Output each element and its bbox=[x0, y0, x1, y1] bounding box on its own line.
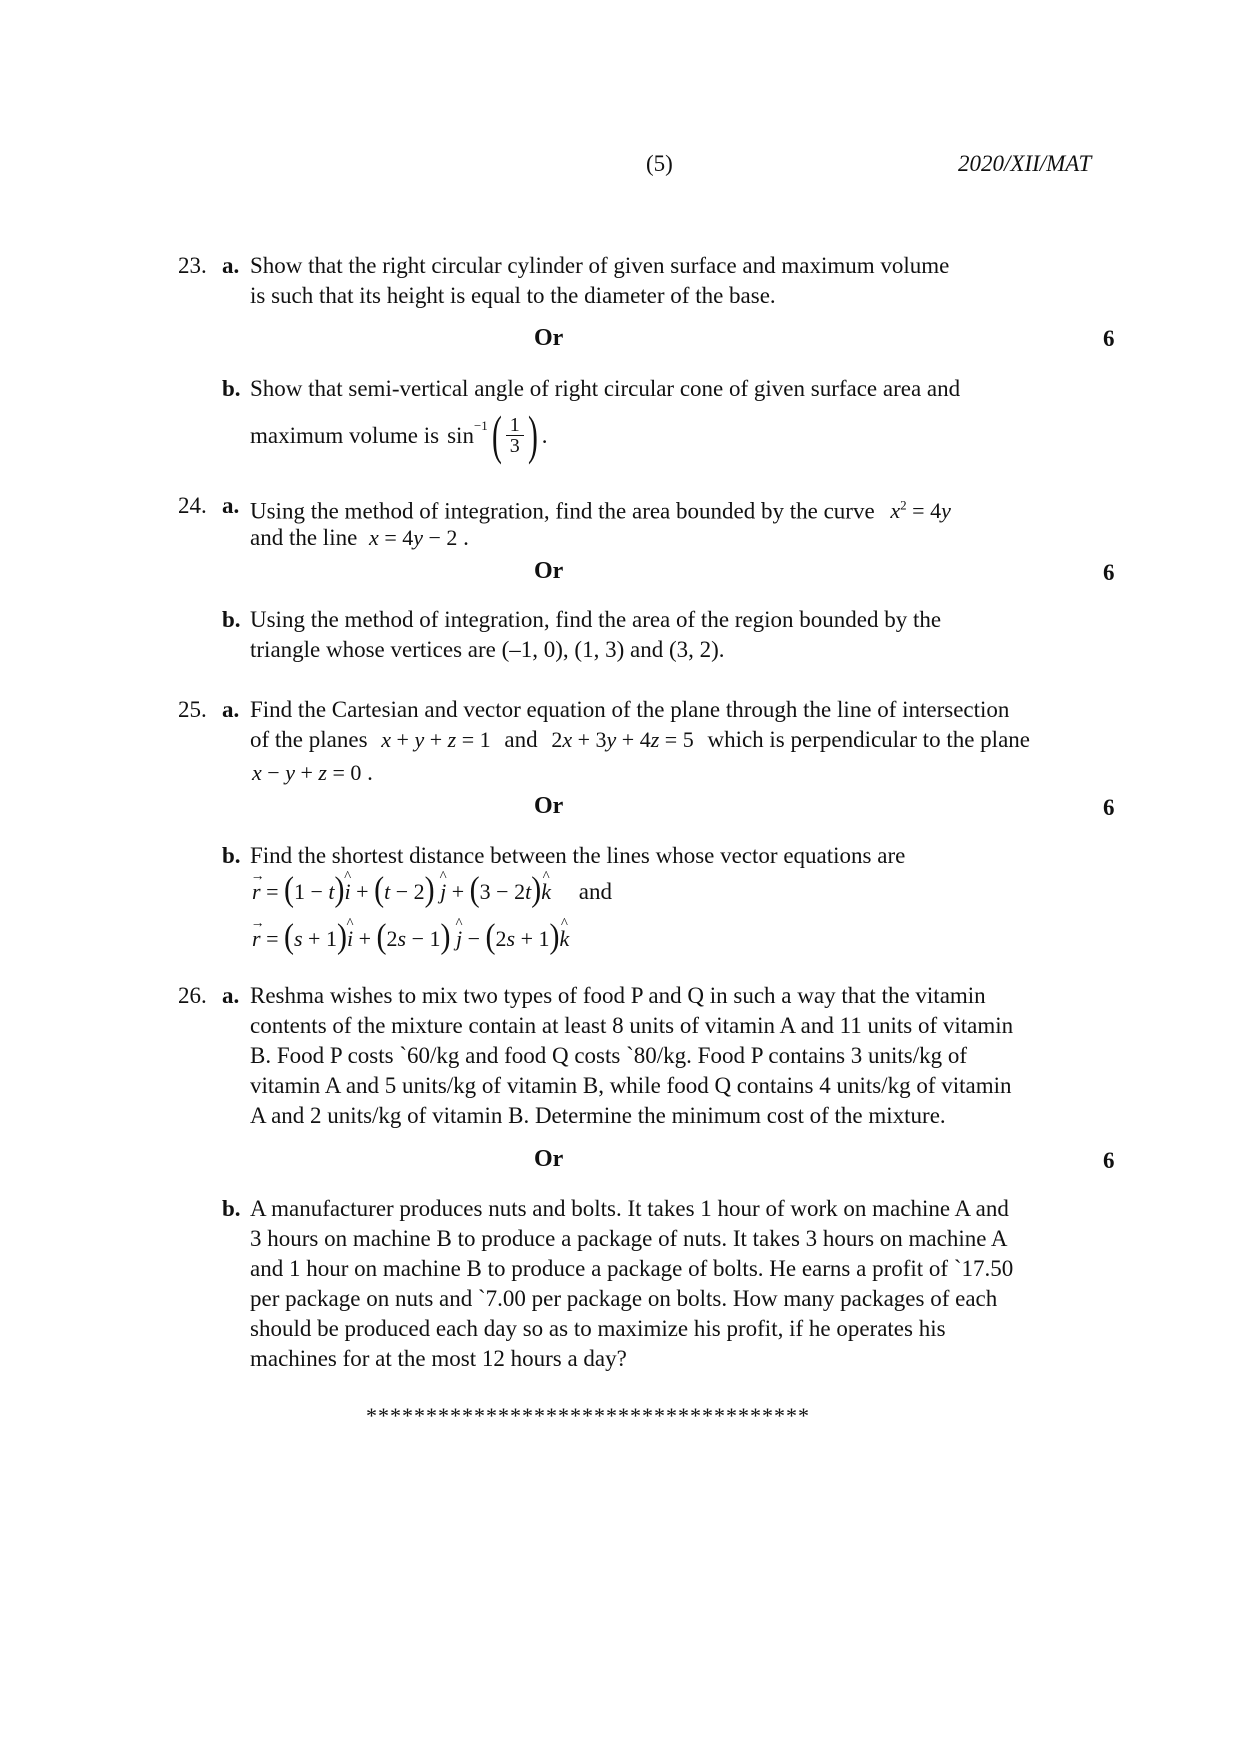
q26-a-line: contents of the mixture contain at least 8 units of vitamin A and 11 units of vitamin bbox=[250, 1013, 1014, 1038]
q25-b-and: and bbox=[578, 879, 612, 904]
q26-b-line: A manufacturer produces nuts and bolts. It takes 1 hour of work on machine A and bbox=[250, 1196, 1009, 1221]
q24-b-line2: triangle whose vertices are (–1, 0), (1, 3) and (3, 2). bbox=[250, 637, 725, 662]
vector-equation-2: r → = (s + 1)i ^ + (2s − 1) j ^ − (2s + 1)k ^ bbox=[252, 926, 569, 951]
q26-a-line: B. Food P costs `60/kg and food Q costs `80/kg. Food P contains 3 units/kg of bbox=[250, 1043, 968, 1068]
q24-a-line1 bbox=[250, 490, 951, 526]
q26-b-line: should be produced each day so as to maximize his profit, if he operates his bbox=[250, 1316, 946, 1341]
q23-b-label: b. bbox=[222, 376, 241, 401]
vector-equation-1: r → = (1 − t)i ^ + (t − 2) j ^ + (3 − 2t)k ^ bbox=[252, 879, 551, 904]
end-of-paper-stars: ************************************* bbox=[366, 1403, 810, 1428]
q25-b-label: b. bbox=[222, 843, 241, 868]
or-separator: Or bbox=[534, 558, 564, 584]
paper-code: 2020/XII/MAT bbox=[958, 151, 1092, 176]
q24-a-label: a. bbox=[222, 493, 240, 518]
equation-plane-3: x − y + z = 0 bbox=[252, 760, 362, 785]
q23-b-sin: sin bbox=[447, 422, 474, 448]
q25-a-line1: Find the Cartesian and vector equation of the plane through the line of intersection bbox=[250, 697, 1010, 722]
fraction-one-third: $\frac{1}{3}$ bbox=[506, 415, 524, 456]
q24-b-label: b. bbox=[222, 607, 241, 632]
question-number-23: 23. bbox=[178, 253, 207, 278]
q24-a-line1-text: Using the method of integration, find the area bounded by the curve bbox=[250, 498, 875, 524]
q25-b-line1: Find the shortest distance between the lines whose vector equations are bbox=[250, 843, 906, 868]
q23-marks: 6 bbox=[1103, 326, 1115, 351]
q26-b-line: 3 hours on machine B to produce a package of nuts. It takes 3 hours on machine A bbox=[250, 1226, 1008, 1251]
equation-line: x = 4y − 2 bbox=[369, 525, 458, 550]
q25-a-line2-pre: of the planes bbox=[250, 727, 368, 752]
or-separator: Or bbox=[534, 325, 564, 351]
q26-a-line: A and 2 units/kg of vitamin B. Determine the minimum cost of the mixture. bbox=[250, 1103, 946, 1128]
q26-b-line: per package on nuts and `7.00 per package on bolts. How many packages of each bbox=[250, 1286, 998, 1311]
period: . bbox=[541, 422, 548, 448]
q25-a-line3 bbox=[252, 757, 373, 788]
page-number: (5) bbox=[646, 151, 673, 176]
q24-b-line1: Using the method of integration, find the area of the region bounded by the bbox=[250, 607, 942, 632]
q25-a-label: a. bbox=[222, 697, 240, 722]
equation-curve: $x^2 = 4y$ bbox=[890, 498, 951, 524]
q25-a-line2-and: and bbox=[504, 727, 538, 752]
q26-b-line: machines for at the most 12 hours a day? bbox=[250, 1346, 627, 1371]
q25-b-equation-2 bbox=[252, 917, 570, 956]
q23-a-line1: Show that the right circular cylinder of given surface and maximum volume bbox=[250, 253, 950, 278]
period: . bbox=[457, 525, 469, 550]
left-paren: ( bbox=[491, 405, 502, 465]
q26-b-line: and 1 hour on machine B to produce a package of bolts. He earns a profit of `17.50 bbox=[250, 1256, 1014, 1281]
question-number-26: 26. bbox=[178, 983, 207, 1008]
q23-b-line2-text: maximum volume is bbox=[250, 422, 440, 448]
or-separator: Or bbox=[534, 793, 564, 819]
or-separator: Or bbox=[534, 1146, 564, 1172]
q24-a-line2-text: and the line bbox=[250, 525, 358, 550]
right-paren: ) bbox=[527, 405, 538, 465]
equation-plane-2: 2x + 3y + 4z = 5 bbox=[551, 727, 694, 752]
q25-a-line2 bbox=[250, 724, 1030, 755]
q23-b-exp: −1 bbox=[473, 417, 488, 433]
q23-b-line1: Show that semi-vertical angle of right circular cone of given surface area and bbox=[250, 376, 961, 401]
q25-b-equation-1 bbox=[252, 870, 612, 909]
q26-marks: 6 bbox=[1103, 1148, 1115, 1173]
q26-a-label: a. bbox=[222, 983, 240, 1008]
q26-b-label: b. bbox=[222, 1196, 241, 1221]
q23-a-line2: is such that its height is equal to the diameter of the base. bbox=[250, 283, 776, 308]
question-number-25: 25. bbox=[178, 697, 207, 722]
q23-b-line2 bbox=[250, 405, 548, 465]
q26-a-line: vitamin A and 5 units/kg of vitamin B, while food Q contains 4 units/kg of vitamin bbox=[250, 1073, 1012, 1098]
question-number-24: 24. bbox=[178, 493, 207, 518]
q25-marks: 6 bbox=[1103, 795, 1115, 820]
q25-a-line2-post: which is perpendicular to the plane bbox=[707, 727, 1030, 752]
equation-plane-1: x + y + z = 1 bbox=[381, 727, 491, 752]
period: . bbox=[361, 760, 373, 785]
q24-marks: 6 bbox=[1103, 560, 1115, 585]
q24-a-line2 bbox=[250, 522, 469, 553]
q26-a-line: Reshma wishes to mix two types of food P and Q in such a way that the vitamin bbox=[250, 983, 986, 1008]
q23-a-label: a. bbox=[222, 253, 240, 278]
